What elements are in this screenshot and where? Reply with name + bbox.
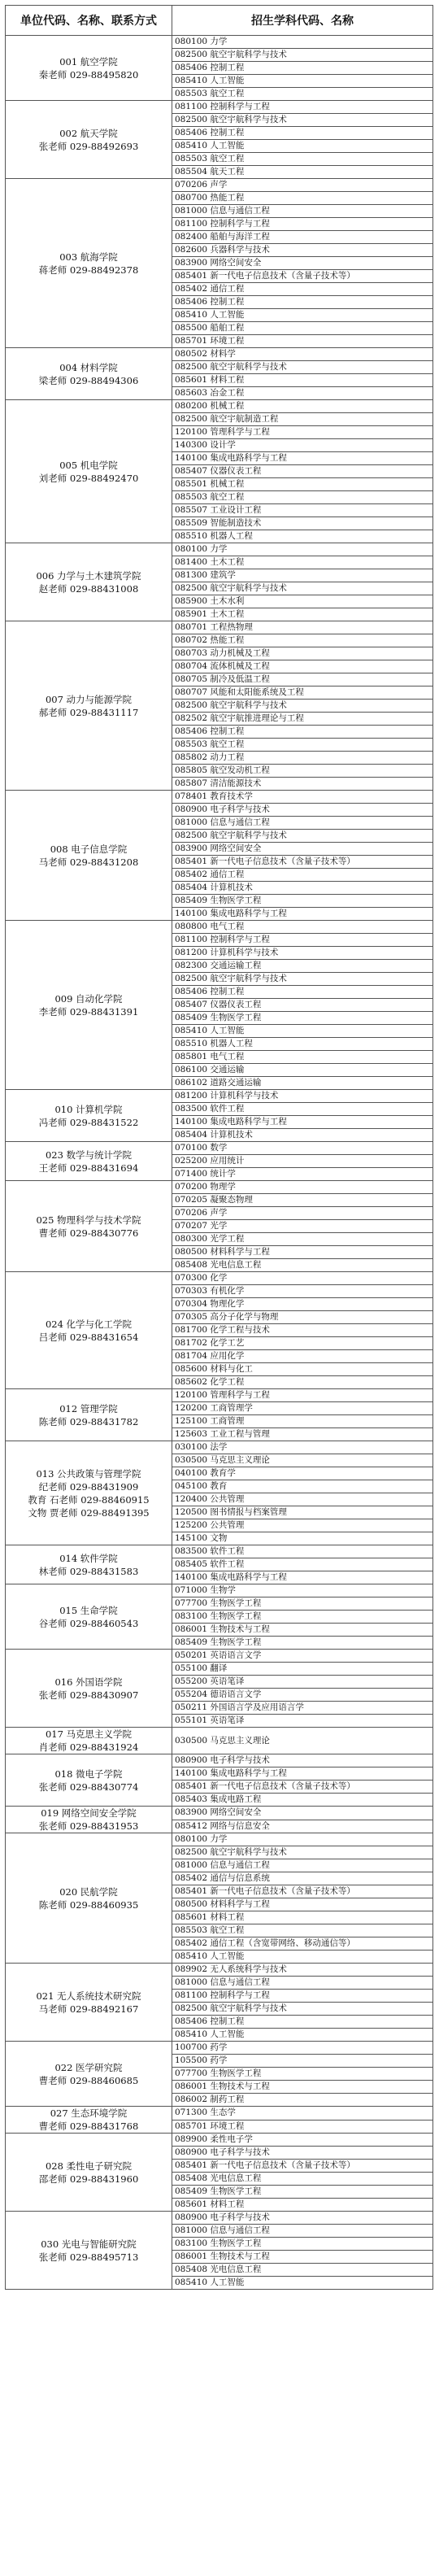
major-cell: 080200 机械工程 — [172, 400, 433, 413]
major-cell: 082500 航空宇航科学与技术 — [172, 114, 433, 127]
major-cell: 080500 材料科学与工程 — [172, 1898, 433, 1911]
unit-name: 019 网络空间安全学院 — [41, 1807, 137, 1819]
unit-name: 004 材料学院 — [59, 361, 118, 373]
major-cell: 085701 环境工程 — [172, 2120, 433, 2134]
major-cell: 045100 教育 — [172, 1480, 433, 1493]
table-row — [6, 2107, 433, 2121]
major-cell: 085408 光电信息工程 — [172, 2264, 433, 2277]
major-cell: 083100 生物医学工程 — [172, 2238, 433, 2251]
major-cell: 085405 软件工程 — [172, 1558, 433, 1571]
table-row — [6, 1545, 433, 1558]
major-cell: 078401 教育技术学 — [172, 791, 433, 804]
major-cell: 082600 兵器科学与技术 — [172, 244, 433, 257]
major-cell: 080701 工程热物理 — [172, 621, 433, 634]
unit-contact: 教育 石老师 029-88460915 — [28, 1493, 150, 1506]
major-cell: 081000 信息与通信工程 — [172, 817, 433, 830]
unit-cell — [6, 1807, 172, 1833]
unit-name: 013 公共政策与管理学院 — [36, 1467, 141, 1480]
unit-contact: 谷老师 029-88460543 — [38, 1617, 139, 1629]
table-row — [6, 179, 433, 192]
unit-contact: 文物 贾老师 029-88491395 — [28, 1506, 150, 1519]
unit-name: 006 力学与土木建筑学院 — [36, 569, 141, 582]
major-cell: 145100 文物 — [172, 1532, 433, 1545]
unit-name: 028 柔性电子研究院 — [45, 2160, 133, 2172]
major-cell: 080900 电子科学与技术 — [172, 2212, 433, 2225]
major-cell: 081100 控制科学与工程 — [172, 101, 433, 114]
unit-cell — [6, 1650, 172, 1728]
major-cell: 080100 力学 — [172, 36, 433, 49]
table-row — [6, 2042, 433, 2055]
major-cell: 085401 新一代电子信息技术（含量子技术等） — [172, 1781, 433, 1794]
major-cell: 120200 工商管理学 — [172, 1402, 433, 1415]
major-cell: 120100 管理科学与工程 — [172, 426, 433, 439]
major-cell: 085500 船舶工程 — [172, 322, 433, 335]
unit-name: 018 微电子学院 — [54, 1767, 123, 1780]
major-cell: 082500 航空宇航科学与技术 — [172, 2003, 433, 2016]
major-cell: 030500 马克思主义理论 — [172, 1728, 433, 1754]
major-cell: 070206 声学 — [172, 179, 433, 192]
unit-name: 021 无人系统技术研究院 — [36, 1990, 141, 2002]
major-cell: 085503 航空工程 — [172, 153, 433, 166]
major-cell: 085602 化学工程 — [172, 1376, 433, 1389]
major-cell: 085504 航天工程 — [172, 166, 433, 179]
major-cell: 085401 新一代电子信息技术（含量子技术等） — [172, 270, 433, 283]
unit-name: 020 民航学院 — [59, 1885, 118, 1898]
major-cell: 085404 计算机技术 — [172, 882, 433, 895]
unit-cell — [6, 1545, 172, 1584]
major-cell: 086002 制药工程 — [172, 2094, 433, 2107]
major-cell: 030100 法学 — [172, 1441, 433, 1454]
unit-contact: 郝老师 029-88431117 — [38, 706, 139, 718]
unit-contact: 刘老师 029-88492470 — [38, 472, 139, 484]
unit-name: 016 外国语学院 — [54, 1676, 123, 1688]
major-cell: 085509 智能制造技术 — [172, 517, 433, 530]
unit-cell — [6, 1142, 172, 1181]
major-cell: 105500 药学 — [172, 2055, 433, 2068]
unit-cell — [6, 1754, 172, 1807]
table-row — [6, 400, 433, 413]
major-cell: 085503 航空工程 — [172, 491, 433, 504]
major-cell: 085900 土木水利 — [172, 595, 433, 608]
major-cell: 081100 控制科学与工程 — [172, 218, 433, 231]
table-row — [6, 1142, 433, 1155]
major-cell: 071400 统计学 — [172, 1168, 433, 1181]
major-cell: 082500 航空宇航科学与技术 — [172, 361, 433, 374]
unit-contact: 林老师 029-88431583 — [38, 1565, 139, 1577]
unit-contact: 马老师 029-88492167 — [38, 2003, 139, 2015]
unit-cell — [6, 2212, 172, 2290]
unit-name: 012 管理学院 — [59, 1402, 118, 1414]
major-cell: 085409 生物医学工程 — [172, 1012, 433, 1025]
table-row — [6, 621, 433, 634]
unit-cell — [6, 1090, 172, 1142]
admissions-table — [5, 5, 433, 2290]
major-cell: 085410 人工智能 — [172, 1025, 433, 1038]
unit-name: 001 航空学院 — [59, 55, 118, 68]
major-cell: 083900 网络空间安全 — [172, 843, 433, 856]
major-cell: 086001 生物技术与工程 — [172, 2081, 433, 2094]
major-cell: 085408 光电信息工程 — [172, 2173, 433, 2186]
unit-cell — [6, 1441, 172, 1545]
major-cell: 082500 航空宇航科学与技术 — [172, 1846, 433, 1859]
major-cell: 070205 凝聚态物理 — [172, 1194, 433, 1207]
major-cell: 085410 人工智能 — [172, 75, 433, 88]
major-cell: 085406 控制工程 — [172, 62, 433, 75]
major-cell: 125200 公共管理 — [172, 1519, 433, 1532]
unit-cell — [6, 1389, 172, 1441]
unit-cell — [6, 179, 172, 348]
unit-name: 015 生命学院 — [59, 1604, 118, 1616]
major-cell: 082500 航空宇航科学与技术 — [172, 830, 433, 843]
major-cell: 080707 风能和太阳能系统及工程 — [172, 686, 433, 700]
unit-name: 023 数学与统计学院 — [45, 1149, 133, 1161]
major-cell: 083500 软件工程 — [172, 1103, 433, 1116]
table-row — [6, 2212, 433, 2225]
unit-contact: 李老师 029-88431391 — [38, 1005, 139, 1018]
unit-name: 024 化学与化工学院 — [45, 1318, 133, 1330]
unit-name: 007 动力与能源学院 — [45, 693, 133, 705]
major-cell: 085407 仪器仪表工程 — [172, 465, 433, 478]
table-row — [6, 1272, 433, 1285]
unit-contact: 张老师 029-88495713 — [38, 2251, 139, 2263]
major-cell: 081100 控制科学与工程 — [172, 1990, 433, 2003]
major-cell: 085401 新一代电子信息技术（含量子技术等） — [172, 1885, 433, 1898]
unit-name: 003 航海学院 — [59, 251, 118, 263]
major-cell: 081200 计算机科学与技术 — [172, 1090, 433, 1103]
major-cell: 140300 设计学 — [172, 439, 433, 452]
unit-cell — [6, 2107, 172, 2134]
major-cell: 140100 集成电路科学与工程 — [172, 1767, 433, 1781]
unit-cell — [6, 791, 172, 921]
unit-name: 005 机电学院 — [59, 459, 118, 471]
unit-cell — [6, 1833, 172, 1964]
major-cell: 080703 动力机械及工程 — [172, 647, 433, 660]
major-cell: 085402 通信工程 — [172, 869, 433, 882]
major-cell: 085901 土木工程 — [172, 608, 433, 621]
major-cell: 077700 生物医学工程 — [172, 1597, 433, 1611]
unit-contact: 吕老师 029-88431654 — [38, 1331, 139, 1343]
major-cell: 085510 机器人工程 — [172, 1038, 433, 1051]
major-cell: 082500 航空宇航制造工程 — [172, 413, 433, 426]
unit-contact: 冯老师 029-88431522 — [38, 1116, 139, 1128]
unit-contact: 马老师 029-88431208 — [38, 856, 139, 868]
major-cell: 085507 工业设计工程 — [172, 504, 433, 517]
major-cell: 085407 仪器仪表工程 — [172, 999, 433, 1012]
header-unit-column: 单位代码、名称、联系方式 — [6, 6, 172, 36]
major-cell: 085409 生物医学工程 — [172, 2186, 433, 2199]
table-row — [6, 543, 433, 556]
major-cell: 080704 流体机械及工程 — [172, 660, 433, 673]
major-cell: 086102 道路交通运输 — [172, 1077, 433, 1090]
major-cell: 025200 应用统计 — [172, 1155, 433, 1168]
major-cell: 085406 控制工程 — [172, 726, 433, 739]
major-cell: 081000 信息与通信工程 — [172, 1859, 433, 1872]
unit-contact: 邵老师 029-88431960 — [38, 2173, 139, 2185]
major-cell: 140100 集成电路科学与工程 — [172, 908, 433, 921]
table-row — [6, 1090, 433, 1103]
unit-name: 022 医学研究院 — [54, 2061, 123, 2073]
major-cell: 125603 工业工程与管理 — [172, 1428, 433, 1441]
table-row — [6, 348, 433, 361]
major-cell: 085510 机器人工程 — [172, 530, 433, 543]
major-cell: 082500 航空宇航科学与技术 — [172, 49, 433, 62]
major-cell: 085503 航空工程 — [172, 739, 433, 752]
major-cell: 050211 外国语言学及应用语言学 — [172, 1702, 433, 1715]
major-cell: 085409 生物医学工程 — [172, 895, 433, 908]
major-cell: 070300 化学 — [172, 1272, 433, 1285]
major-cell: 080100 力学 — [172, 1833, 433, 1846]
unit-contact: 张老师 029-88430907 — [38, 1689, 139, 1701]
unit-name: 017 马克思主义学院 — [45, 1728, 133, 1740]
table-row — [6, 1650, 433, 1663]
header-major-column: 招生学科代码、名称 — [172, 6, 433, 36]
major-cell: 081700 化学工程与技术 — [172, 1324, 433, 1337]
unit-contact: 曹老师 029-88460685 — [38, 2074, 139, 2086]
unit-cell — [6, 1964, 172, 2042]
major-cell: 082502 航空宇航推进理论与工程 — [172, 713, 433, 726]
major-cell: 085406 控制工程 — [172, 986, 433, 999]
major-cell: 080702 热能工程 — [172, 634, 433, 647]
major-cell: 083900 网络空间安全 — [172, 257, 433, 270]
unit-contact: 陈老师 029-88431782 — [38, 1415, 139, 1427]
unit-name: 010 计算机学院 — [54, 1103, 123, 1115]
major-cell: 086100 交通运输 — [172, 1064, 433, 1077]
unit-cell — [6, 1584, 172, 1650]
major-cell: 080900 电子科学与技术 — [172, 1754, 433, 1767]
major-cell: 070207 光学 — [172, 1220, 433, 1233]
major-cell: 083100 生物医学工程 — [172, 1611, 433, 1624]
major-cell: 080705 制冷及低温工程 — [172, 673, 433, 686]
major-cell: 120500 图书情报与档案管理 — [172, 1506, 433, 1519]
major-cell: 080700 热能工程 — [172, 192, 433, 205]
table-row — [6, 1833, 433, 1846]
unit-contact: 肖老师 029-88431924 — [38, 1741, 139, 1753]
unit-name: 025 物理科学与技术学院 — [36, 1214, 141, 1226]
unit-contact: 陈老师 029-88460935 — [38, 1898, 139, 1911]
major-cell: 071000 生物学 — [172, 1584, 433, 1597]
unit-contact: 张老师 029-88431953 — [38, 1820, 139, 1832]
major-cell: 082400 船舶与海洋工程 — [172, 231, 433, 244]
major-cell: 085600 材料与化工 — [172, 1363, 433, 1376]
major-cell: 140100 集成电路科学与工程 — [172, 1571, 433, 1584]
major-cell: 085807 清洁能源技术 — [172, 778, 433, 791]
unit-cell — [6, 36, 172, 101]
major-cell: 085802 动力工程 — [172, 752, 433, 765]
major-cell: 070304 物理化学 — [172, 1298, 433, 1311]
major-cell: 085402 通信工程（含宽带网络、移动通信等） — [172, 1937, 433, 1951]
unit-name: 014 软件学院 — [59, 1552, 118, 1564]
table-row — [6, 36, 433, 49]
major-cell: 077700 生物医学工程 — [172, 2068, 433, 2081]
unit-contact: 蒋老师 029-88492378 — [38, 264, 139, 276]
major-cell: 085410 人工智能 — [172, 140, 433, 153]
unit-cell — [6, 1728, 172, 1754]
major-cell: 085401 新一代电子信息技术（含量子技术等） — [172, 856, 433, 869]
unit-name: 002 航天学院 — [59, 127, 118, 139]
table-row — [6, 1584, 433, 1597]
major-cell: 071300 生态学 — [172, 2107, 433, 2121]
table-row — [6, 101, 433, 114]
major-cell: 085410 人工智能 — [172, 1951, 433, 1964]
major-cell: 055204 德语语言文学 — [172, 1689, 433, 1702]
major-cell: 085412 网络与信息安全 — [172, 1820, 433, 1833]
unit-name: 009 自动化学院 — [54, 992, 123, 1005]
table-row — [6, 921, 433, 934]
major-cell: 080900 电子科学与技术 — [172, 804, 433, 817]
major-cell: 085408 光电信息工程 — [172, 1259, 433, 1272]
major-cell: 085402 通信工程 — [172, 283, 433, 296]
major-cell: 081200 计算机科学与技术 — [172, 947, 433, 960]
major-cell: 085410 人工智能 — [172, 2029, 433, 2042]
major-cell: 055101 英语笔译 — [172, 1715, 433, 1728]
major-cell: 050201 英语语言文学 — [172, 1650, 433, 1663]
unit-cell — [6, 2134, 172, 2212]
major-cell: 085805 航空发动机工程 — [172, 765, 433, 778]
major-cell: 082500 航空宇航科学与技术 — [172, 700, 433, 713]
unit-cell — [6, 348, 172, 400]
table-row — [6, 1441, 433, 1454]
table-row — [6, 791, 433, 804]
unit-contact: 纪老师 029-88431909 — [38, 1480, 139, 1493]
major-cell: 125100 工商管理 — [172, 1415, 433, 1428]
major-cell: 082500 航空宇航科学与技术 — [172, 973, 433, 986]
major-cell: 085603 冶金工程 — [172, 387, 433, 400]
unit-name: 030 光电与智能研究院 — [41, 2238, 137, 2250]
major-cell: 085503 航空工程 — [172, 88, 433, 101]
major-cell: 081000 信息与通信工程 — [172, 2225, 433, 2238]
unit-cell — [6, 1181, 172, 1272]
major-cell: 081000 信息与通信工程 — [172, 205, 433, 218]
major-cell: 089900 柔性电子学 — [172, 2134, 433, 2147]
major-cell: 085402 通信与信息系统 — [172, 1872, 433, 1885]
table-row — [6, 1807, 433, 1820]
unit-contact: 张老师 029-88430774 — [38, 1781, 139, 1793]
major-cell: 120400 公共管理 — [172, 1493, 433, 1506]
major-cell: 055100 翻译 — [172, 1663, 433, 1676]
major-cell: 080800 电气工程 — [172, 921, 433, 934]
major-cell: 085406 控制工程 — [172, 127, 433, 140]
unit-cell — [6, 921, 172, 1090]
table-row — [6, 1389, 433, 1402]
unit-cell — [6, 543, 172, 621]
unit-cell — [6, 2042, 172, 2107]
major-cell: 085601 材料工程 — [172, 374, 433, 387]
major-cell: 030500 马克思主义理论 — [172, 1454, 433, 1467]
major-cell: 080300 光学工程 — [172, 1233, 433, 1246]
major-cell: 085406 控制工程 — [172, 296, 433, 309]
major-cell: 055200 英语笔译 — [172, 1676, 433, 1689]
major-cell: 080500 材料科学与工程 — [172, 1246, 433, 1259]
major-cell: 085410 人工智能 — [172, 2277, 433, 2290]
unit-contact: 曹老师 029-88431768 — [38, 2121, 139, 2132]
major-cell: 081000 信息与通信工程 — [172, 1977, 433, 1990]
major-cell: 070303 有机化学 — [172, 1285, 433, 1298]
major-cell: 070206 声学 — [172, 1207, 433, 1220]
major-cell: 085401 新一代电子信息技术（含量子技术等） — [172, 2160, 433, 2173]
table-body — [6, 36, 433, 2290]
major-cell: 081704 应用化学 — [172, 1350, 433, 1363]
major-cell: 080100 力学 — [172, 543, 433, 556]
major-cell: 086001 生物技术与工程 — [172, 2251, 433, 2264]
major-cell: 083500 软件工程 — [172, 1545, 433, 1558]
major-cell: 085503 航空工程 — [172, 1924, 433, 1937]
unit-contact: 张老师 029-88492693 — [38, 140, 139, 152]
unit-cell — [6, 101, 172, 179]
major-cell: 085403 集成电路工程 — [172, 1794, 433, 1807]
unit-contact: 赵老师 029-88431008 — [38, 582, 139, 595]
table-row — [6, 1754, 433, 1767]
major-cell: 085409 生物医学工程 — [172, 1637, 433, 1650]
major-cell: 085501 机械工程 — [172, 478, 433, 491]
major-cell: 081702 化学工艺 — [172, 1337, 433, 1350]
major-cell: 085601 材料工程 — [172, 2199, 433, 2212]
major-cell: 070100 数学 — [172, 1142, 433, 1155]
major-cell: 070305 高分子化学与物理 — [172, 1311, 433, 1324]
major-cell: 085601 材料工程 — [172, 1911, 433, 1924]
major-cell: 080900 电子科学与技术 — [172, 2147, 433, 2160]
unit-name: 027 生态环境学院 — [50, 2107, 128, 2119]
major-cell: 083900 网络空间安全 — [172, 1807, 433, 1820]
unit-contact: 曹老师 029-88430776 — [38, 1227, 139, 1239]
major-cell: 070200 物理学 — [172, 1181, 433, 1194]
major-cell: 040100 教育学 — [172, 1467, 433, 1480]
unit-contact: 秦老师 029-88495820 — [38, 68, 139, 81]
major-cell: 089902 无人系统科学与技术 — [172, 1964, 433, 1977]
unit-contact: 梁老师 029-88494306 — [38, 374, 139, 386]
major-cell: 140100 集成电路科学与工程 — [172, 452, 433, 465]
table-row — [6, 1181, 433, 1194]
major-cell: 081400 土木工程 — [172, 556, 433, 569]
unit-cell — [6, 400, 172, 543]
table-row — [6, 1964, 433, 1977]
unit-contact: 王老师 029-88431694 — [38, 1162, 139, 1174]
major-cell: 085404 计算机技术 — [172, 1129, 433, 1142]
table-header-row — [6, 6, 433, 36]
major-cell: 081300 建筑学 — [172, 569, 433, 582]
major-cell: 082300 交通运输工程 — [172, 960, 433, 973]
major-cell: 085410 人工智能 — [172, 309, 433, 322]
major-cell: 082500 航空宇航科学与技术 — [172, 582, 433, 595]
major-cell: 081100 控制科学与工程 — [172, 934, 433, 947]
major-cell: 140100 集成电路科学与工程 — [172, 1116, 433, 1129]
table-row — [6, 2134, 433, 2147]
major-cell: 086001 生物技术与工程 — [172, 1624, 433, 1637]
unit-name: 008 电子信息学院 — [50, 843, 128, 855]
major-cell: 085406 控制工程 — [172, 2016, 433, 2029]
major-cell: 120100 管理科学与工程 — [172, 1389, 433, 1402]
major-cell: 085701 环境工程 — [172, 335, 433, 348]
major-cell: 080502 材料学 — [172, 348, 433, 361]
table-row — [6, 1728, 433, 1754]
major-cell: 085801 电气工程 — [172, 1051, 433, 1064]
unit-cell — [6, 621, 172, 791]
unit-cell — [6, 1272, 172, 1389]
major-cell: 100700 药学 — [172, 2042, 433, 2055]
